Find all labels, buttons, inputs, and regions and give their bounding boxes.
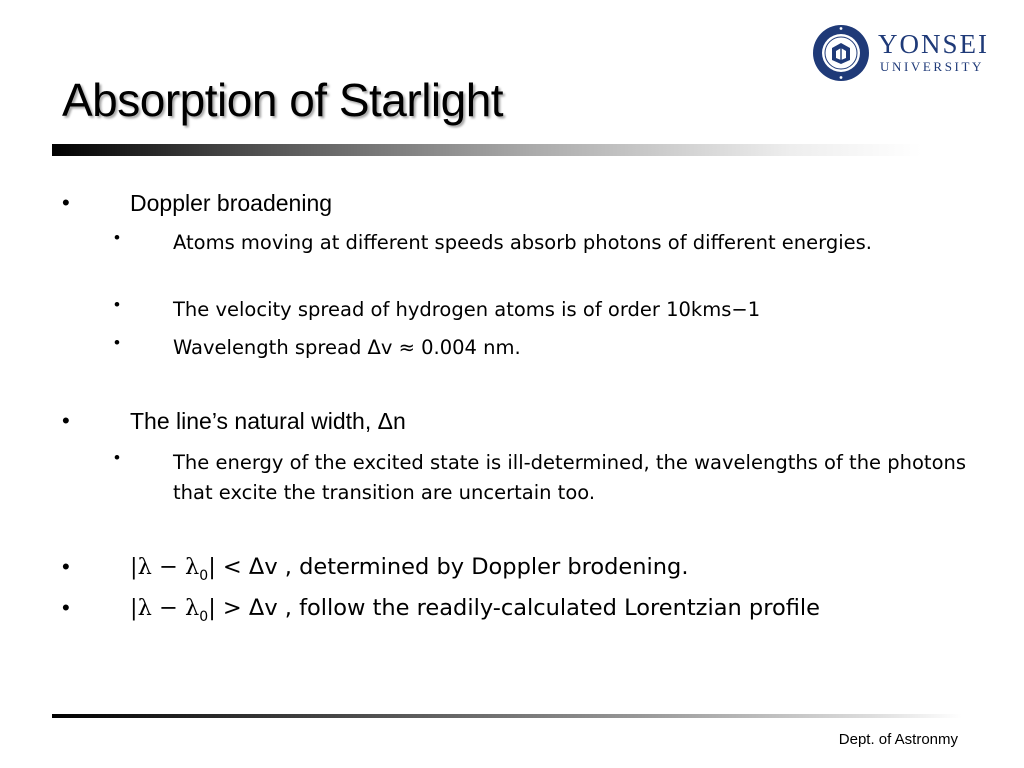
formula-prefix: |λ − λ [130,554,200,580]
sub-bullet-text: The energy of the excited state is ill-determined, the wavelengths of the photons that excite the transition are uncertain too. [173,451,967,504]
slide-title: Absorption of Starlight [62,74,504,126]
bullet-marker: • [114,295,120,314]
bullet-marker: • [114,333,120,352]
yonsei-logo [812,24,1002,82]
formula-suffix: | > Δv , follow the readily-calculated Lorentzian profile [208,595,820,621]
bullet-marker: • [114,448,120,467]
natural-width-symbol: Δn [377,408,406,434]
bullet-marker: • [114,228,120,247]
bullet-marker: • [62,190,70,215]
footer-department: Dept. of Astronmy [838,731,958,748]
university-seal-icon [812,24,870,82]
sub-bullet-text: Wavelength spread Δv ≈ 0.004 nm. [173,336,521,359]
bullet-marker: • [62,595,70,620]
title-divider [52,144,922,156]
bullet-text: Doppler broadening [130,190,333,216]
bullet-text [130,595,820,625]
formula-subscript: 0 [199,568,209,584]
formula-subscript: 0 [199,609,209,625]
footer-divider [52,714,962,718]
bullet-marker: • [62,554,70,579]
bullet-label: The line’s natural width, [130,408,372,434]
logo-subtitle: UNIVERSITY [880,59,984,74]
bullet-text [130,554,689,584]
formula-prefix: |λ − λ [130,595,200,621]
sub-bullet-text: Atoms moving at different speeds absorb photons of different energies. [173,231,872,254]
bullet-marker: • [62,408,70,433]
formula-suffix: | < Δv , determined by Doppler brodening. [208,554,689,580]
sub-bullet-text: The velocity spread of hydrogen atoms is of order 10kms−1 [173,298,761,321]
logo-name: YONSEI [878,29,989,59]
bullet-text [130,408,406,435]
